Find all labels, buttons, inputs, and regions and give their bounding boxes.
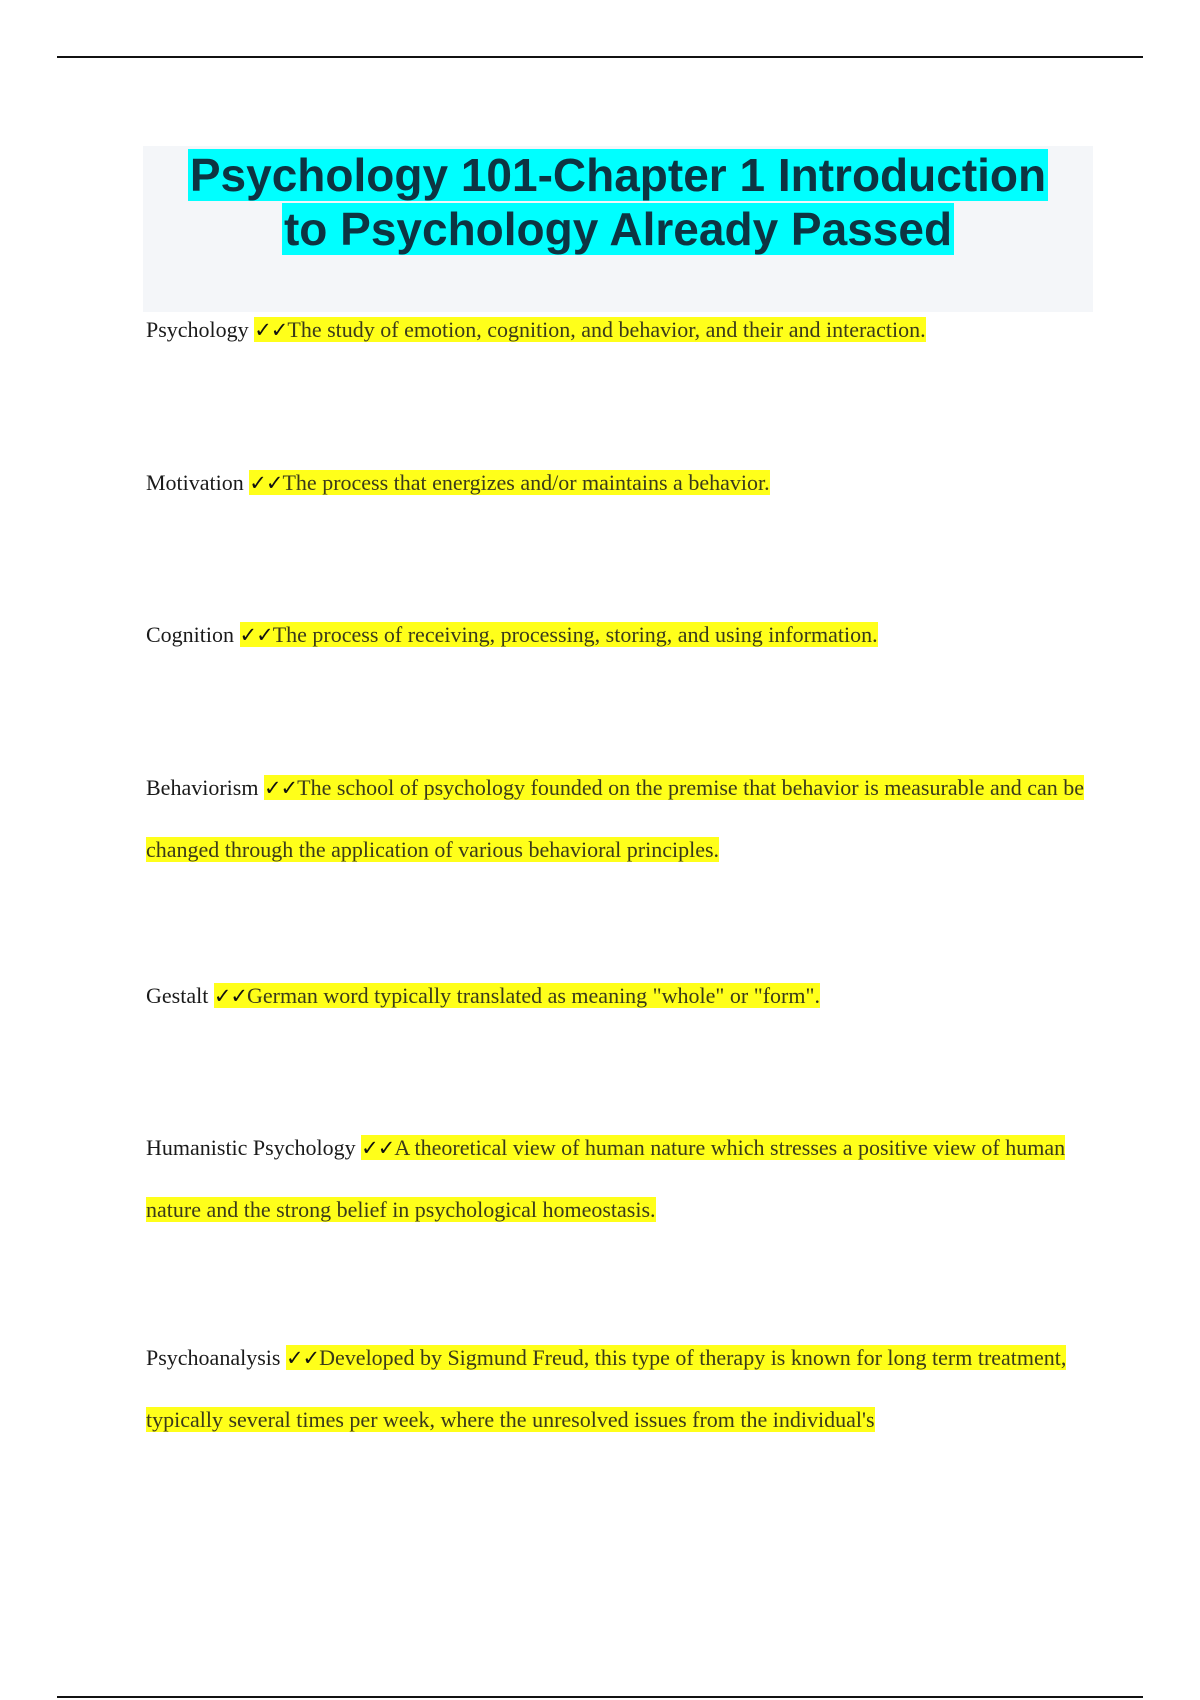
entry-motivation xyxy=(146,452,1096,514)
entry-behaviorism xyxy=(146,757,1096,880)
entry-psychoanalysis xyxy=(146,1327,1096,1450)
double-check-icon: ✓✓ xyxy=(239,623,273,647)
title-line-2: to Psychology Already Passed xyxy=(283,203,953,255)
entry-gestalt xyxy=(146,965,1096,1027)
entry-term: Motivation xyxy=(146,470,244,495)
entry-cognition xyxy=(146,604,1096,666)
double-check-icon: ✓✓ xyxy=(249,471,283,495)
definition-text: The study of emotion, cognition, and behavior, and their and interaction. xyxy=(287,317,926,342)
entry-definition xyxy=(240,622,878,647)
entry-definition xyxy=(249,470,769,495)
entry-term: Gestalt xyxy=(146,983,209,1008)
document-title xyxy=(143,148,1093,256)
definition-text: The process that energizes and/or maintains a behavior. xyxy=(282,470,770,495)
double-check-icon: ✓✓ xyxy=(285,1346,320,1370)
entry-psychology xyxy=(146,299,1096,361)
double-check-icon: ✓✓ xyxy=(213,984,248,1008)
entry-term: Behaviorism xyxy=(146,775,259,800)
entry-definition xyxy=(146,1345,1066,1432)
entry-term: Psychology xyxy=(146,317,249,342)
double-check-icon: ✓✓ xyxy=(254,318,288,342)
double-check-icon: ✓✓ xyxy=(361,1136,395,1160)
double-check-icon: ✓✓ xyxy=(263,776,298,800)
entry-humanistic-psychology xyxy=(146,1117,1096,1240)
definition-text: The process of receiving, processing, storing, and using information. xyxy=(272,622,878,647)
definition-text: German word typically translated as meaning "whole" or "form". xyxy=(247,983,820,1008)
entry-definition xyxy=(214,983,820,1008)
definition-text: A theoretical view of human nature which stresses a positive view of human nature and the strong belief in psychological homeostasis. xyxy=(146,1135,1066,1222)
entry-definition xyxy=(254,317,925,342)
entry-term: Humanistic Psychology xyxy=(146,1135,356,1160)
entry-term: Cognition xyxy=(146,622,235,647)
entry-definition xyxy=(146,775,1084,862)
definition-text: The school of psychology founded on the premise that behavior is measurable and can be changed through the application of various behavioral principles. xyxy=(146,775,1085,862)
bottom-rule xyxy=(57,1696,1143,1698)
title-line-1: Psychology 101-Chapter 1 Introduction xyxy=(189,149,1047,201)
title-block xyxy=(143,146,1093,312)
top-rule xyxy=(57,56,1143,58)
definition-text: Developed by Sigmund Freud, this type of therapy is known for long term treatment, typically several times per week, where the unresolved issues from the individual's xyxy=(146,1345,1067,1432)
entry-term: Psychoanalysis xyxy=(146,1345,281,1370)
